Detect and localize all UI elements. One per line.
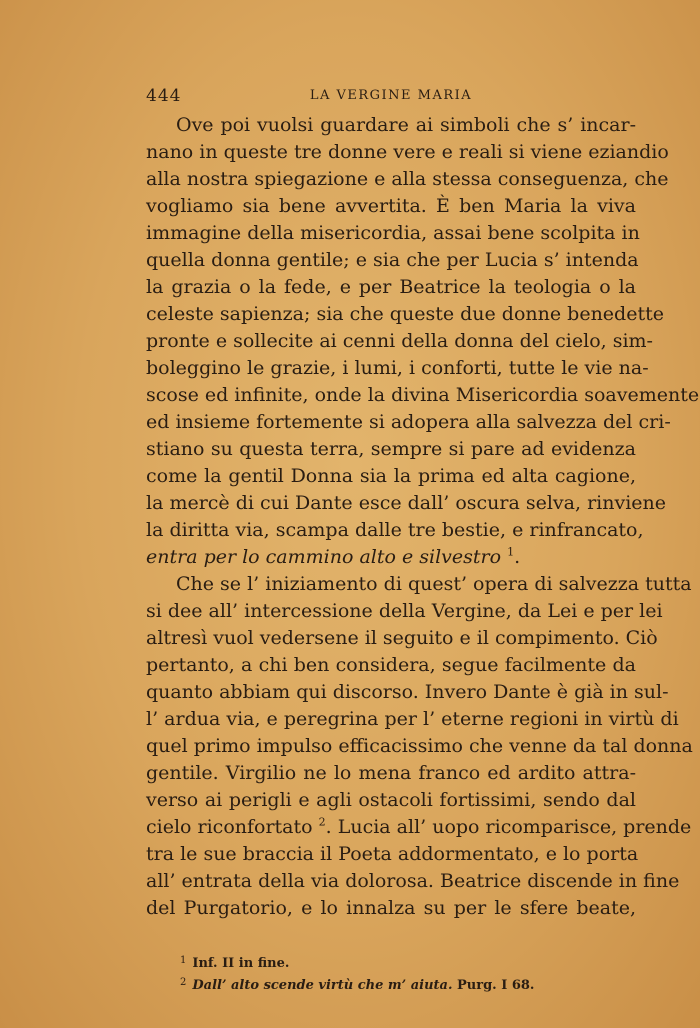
quote-period: . [514, 546, 521, 568]
text-line: Ove poi vuolsi guardare ai simboli che s’ incar- [176, 114, 636, 136]
text-line: tra le sue braccia il Poeta addormentato, e lo porta [146, 843, 639, 865]
page-number: 444 [146, 86, 182, 106]
text-line: quanto abbiam qui discorso. Invero Dante è già in sul- [146, 681, 669, 703]
text-line-ref [146, 814, 692, 841]
text-line: ed insieme fortemente si adopera alla salvezza del cri- [146, 411, 671, 433]
text-line-quote [146, 544, 636, 571]
footnote-2 [180, 972, 600, 994]
running-title: LA VERGINE MARIA [309, 88, 473, 103]
text-line: come la gentil Donna sia la prima ed alta cagione, [146, 465, 636, 487]
footnote-mark: 2 [180, 977, 187, 988]
text-line: del Purgatorio, e lo innalza su per le sfere beate, [146, 897, 636, 919]
text-line: altresì vuol vedersene il seguito e il compimento. Ciò [146, 627, 658, 649]
text-line: si dee all’ intercessione della Vergine, da Lei e per lei [146, 600, 663, 622]
text-line: immagine della misericordia, assai bene scolpita in [146, 222, 640, 244]
text-line: Che se l’ iniziamento di quest’ opera di salvezza tutta [176, 573, 692, 595]
body-text [146, 112, 700, 922]
footnote-mark: 1 [180, 955, 187, 966]
footnote-ref-1: 1 [507, 545, 515, 559]
text-line: quella donna gentile; e sia che per Lucia s’ intenda [146, 249, 639, 271]
footnotes [180, 950, 600, 994]
text-line: nano in queste tre donne vere e reali si viene eziandio [146, 141, 669, 163]
text-line: l’ ardua via, e peregrina per l’ eterne regioni in virtù di [146, 708, 679, 730]
footnote-1 [180, 950, 600, 972]
footnote-citation: Purg. I 68. [452, 978, 535, 993]
line-start: cielo riconfortato [146, 816, 313, 838]
text-line: alla nostra spiegazione e alla stessa conseguenza, che [146, 168, 669, 190]
text-line: quel primo impulso efficacissimo che venne da tal donna [146, 735, 693, 757]
dante-quote: entra per lo cammino alto e silvestro [146, 546, 502, 568]
text-line: gentile. Virgilio ne lo mena franco ed ardito attra- [146, 762, 636, 784]
footnote-text: Inf. II in fine. [192, 956, 290, 971]
text-line: la diritta via, scampa dalle tre bestie, e rinfrancato, [146, 519, 644, 541]
text-line: vogliamo sia bene avvertita. È ben Maria la viva [146, 195, 636, 217]
text-line: verso ai perigli e agli ostacoli fortissimi, sendo dal [146, 789, 636, 811]
line-end: . Lucia all’ uopo ricomparisce, prende [325, 816, 692, 838]
page-header [146, 86, 636, 106]
text-line: stiano su questa terra, sempre si pare ad evidenza [146, 438, 636, 460]
text-line: la mercè di cui Dante esce dall’ oscura selva, rinviene [146, 492, 667, 514]
text-line: la grazia o la fede, e per Beatrice la teologia o la [146, 276, 636, 298]
text-line: pronte e sollecite ai cenni della donna del cielo, sim- [146, 330, 653, 352]
text-line: scose ed infinite, onde la divina Misericordia soavemente [146, 384, 700, 406]
text-line: celeste sapienza; sia che queste due donne benedette [146, 303, 664, 325]
text-line: pertanto, a chi ben considera, segue facilmente da [146, 654, 636, 676]
footnote-quote: Dall’ alto scende virtù che m’ aiuta. [192, 978, 453, 993]
text-line: all’ entrata della via dolorosa. Beatrice discende in fine [146, 870, 680, 892]
text-line: boleggino le grazie, i lumi, i conforti, tutte le vie na- [146, 357, 649, 379]
footnote-ref-2: 2 [318, 815, 326, 829]
